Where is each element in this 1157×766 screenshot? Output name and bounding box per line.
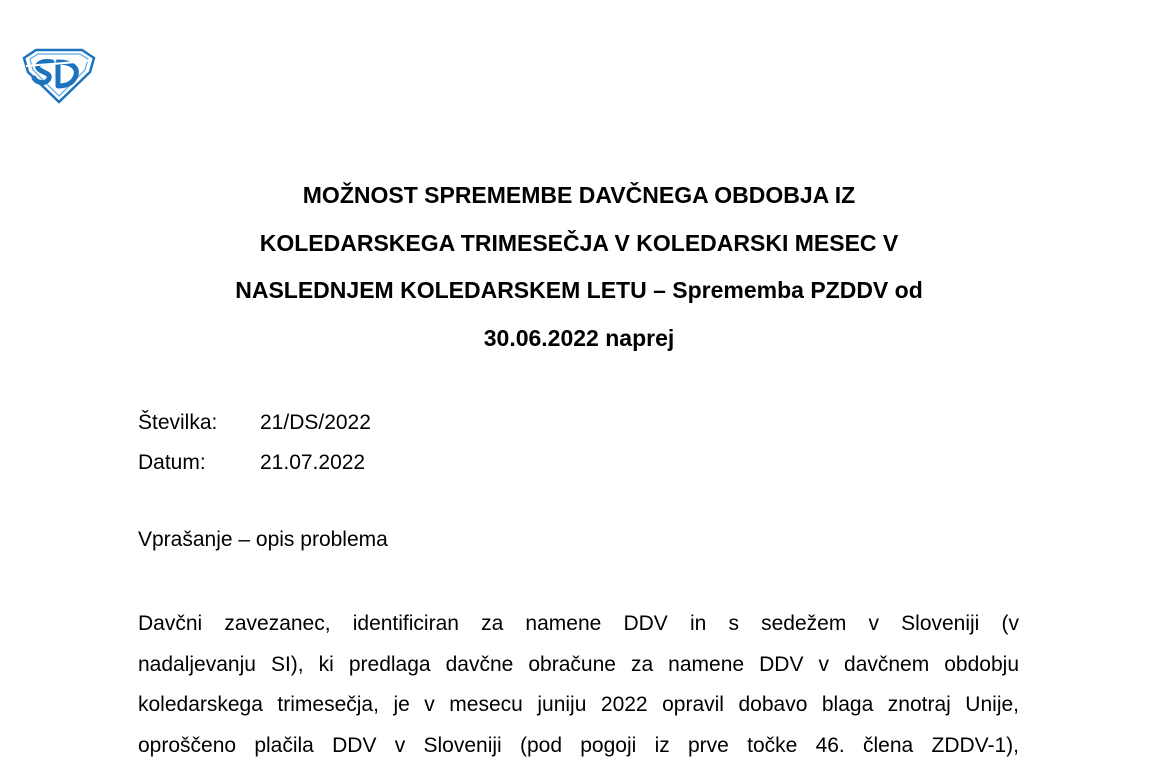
title-line: NASLEDNJEM KOLEDARSKEM LETU – Sprememba PZDDV od: [120, 267, 1038, 315]
number-value: 21/DS/2022: [260, 403, 371, 443]
number-row: [138, 403, 371, 443]
date-row: [138, 443, 371, 483]
date-value: 21.07.2022: [260, 443, 365, 483]
title-line: KOLEDARSKEGA TRIMESEČJA V KOLEDARSKI MESEC V: [120, 220, 1038, 268]
body-line: koledarskega trimesečja, je v mesecu juniju 2022 opravil dobavo blaga znotraj Unije,: [138, 685, 1019, 726]
body-paragraph: [138, 604, 1019, 766]
section-heading: Vprašanje – opis problema: [138, 525, 388, 555]
body-line: Davčni zavezanec, identificiran za namene DDV in s sedežem v Sloveniji (v: [138, 604, 1019, 645]
company-logo: [22, 48, 96, 104]
number-label: Številka:: [138, 403, 260, 443]
title-line: MOŽNOST SPREMEMBE DAVČNEGA OBDOBJA IZ: [120, 172, 1038, 220]
document-meta: [138, 403, 371, 483]
document-title: [120, 172, 1038, 362]
body-line: nadaljevanju SI), ki predlaga davčne obračune za namene DDV v davčnem obdobju: [138, 645, 1019, 686]
sd-shield-logo-icon: [22, 48, 96, 104]
date-label: Datum:: [138, 443, 260, 483]
body-line: oproščeno plačila DDV v Sloveniji (pod pogoji iz prve točke 46. člena ZDDV-1),: [138, 726, 1019, 766]
title-line: 30.06.2022 naprej: [120, 315, 1038, 363]
